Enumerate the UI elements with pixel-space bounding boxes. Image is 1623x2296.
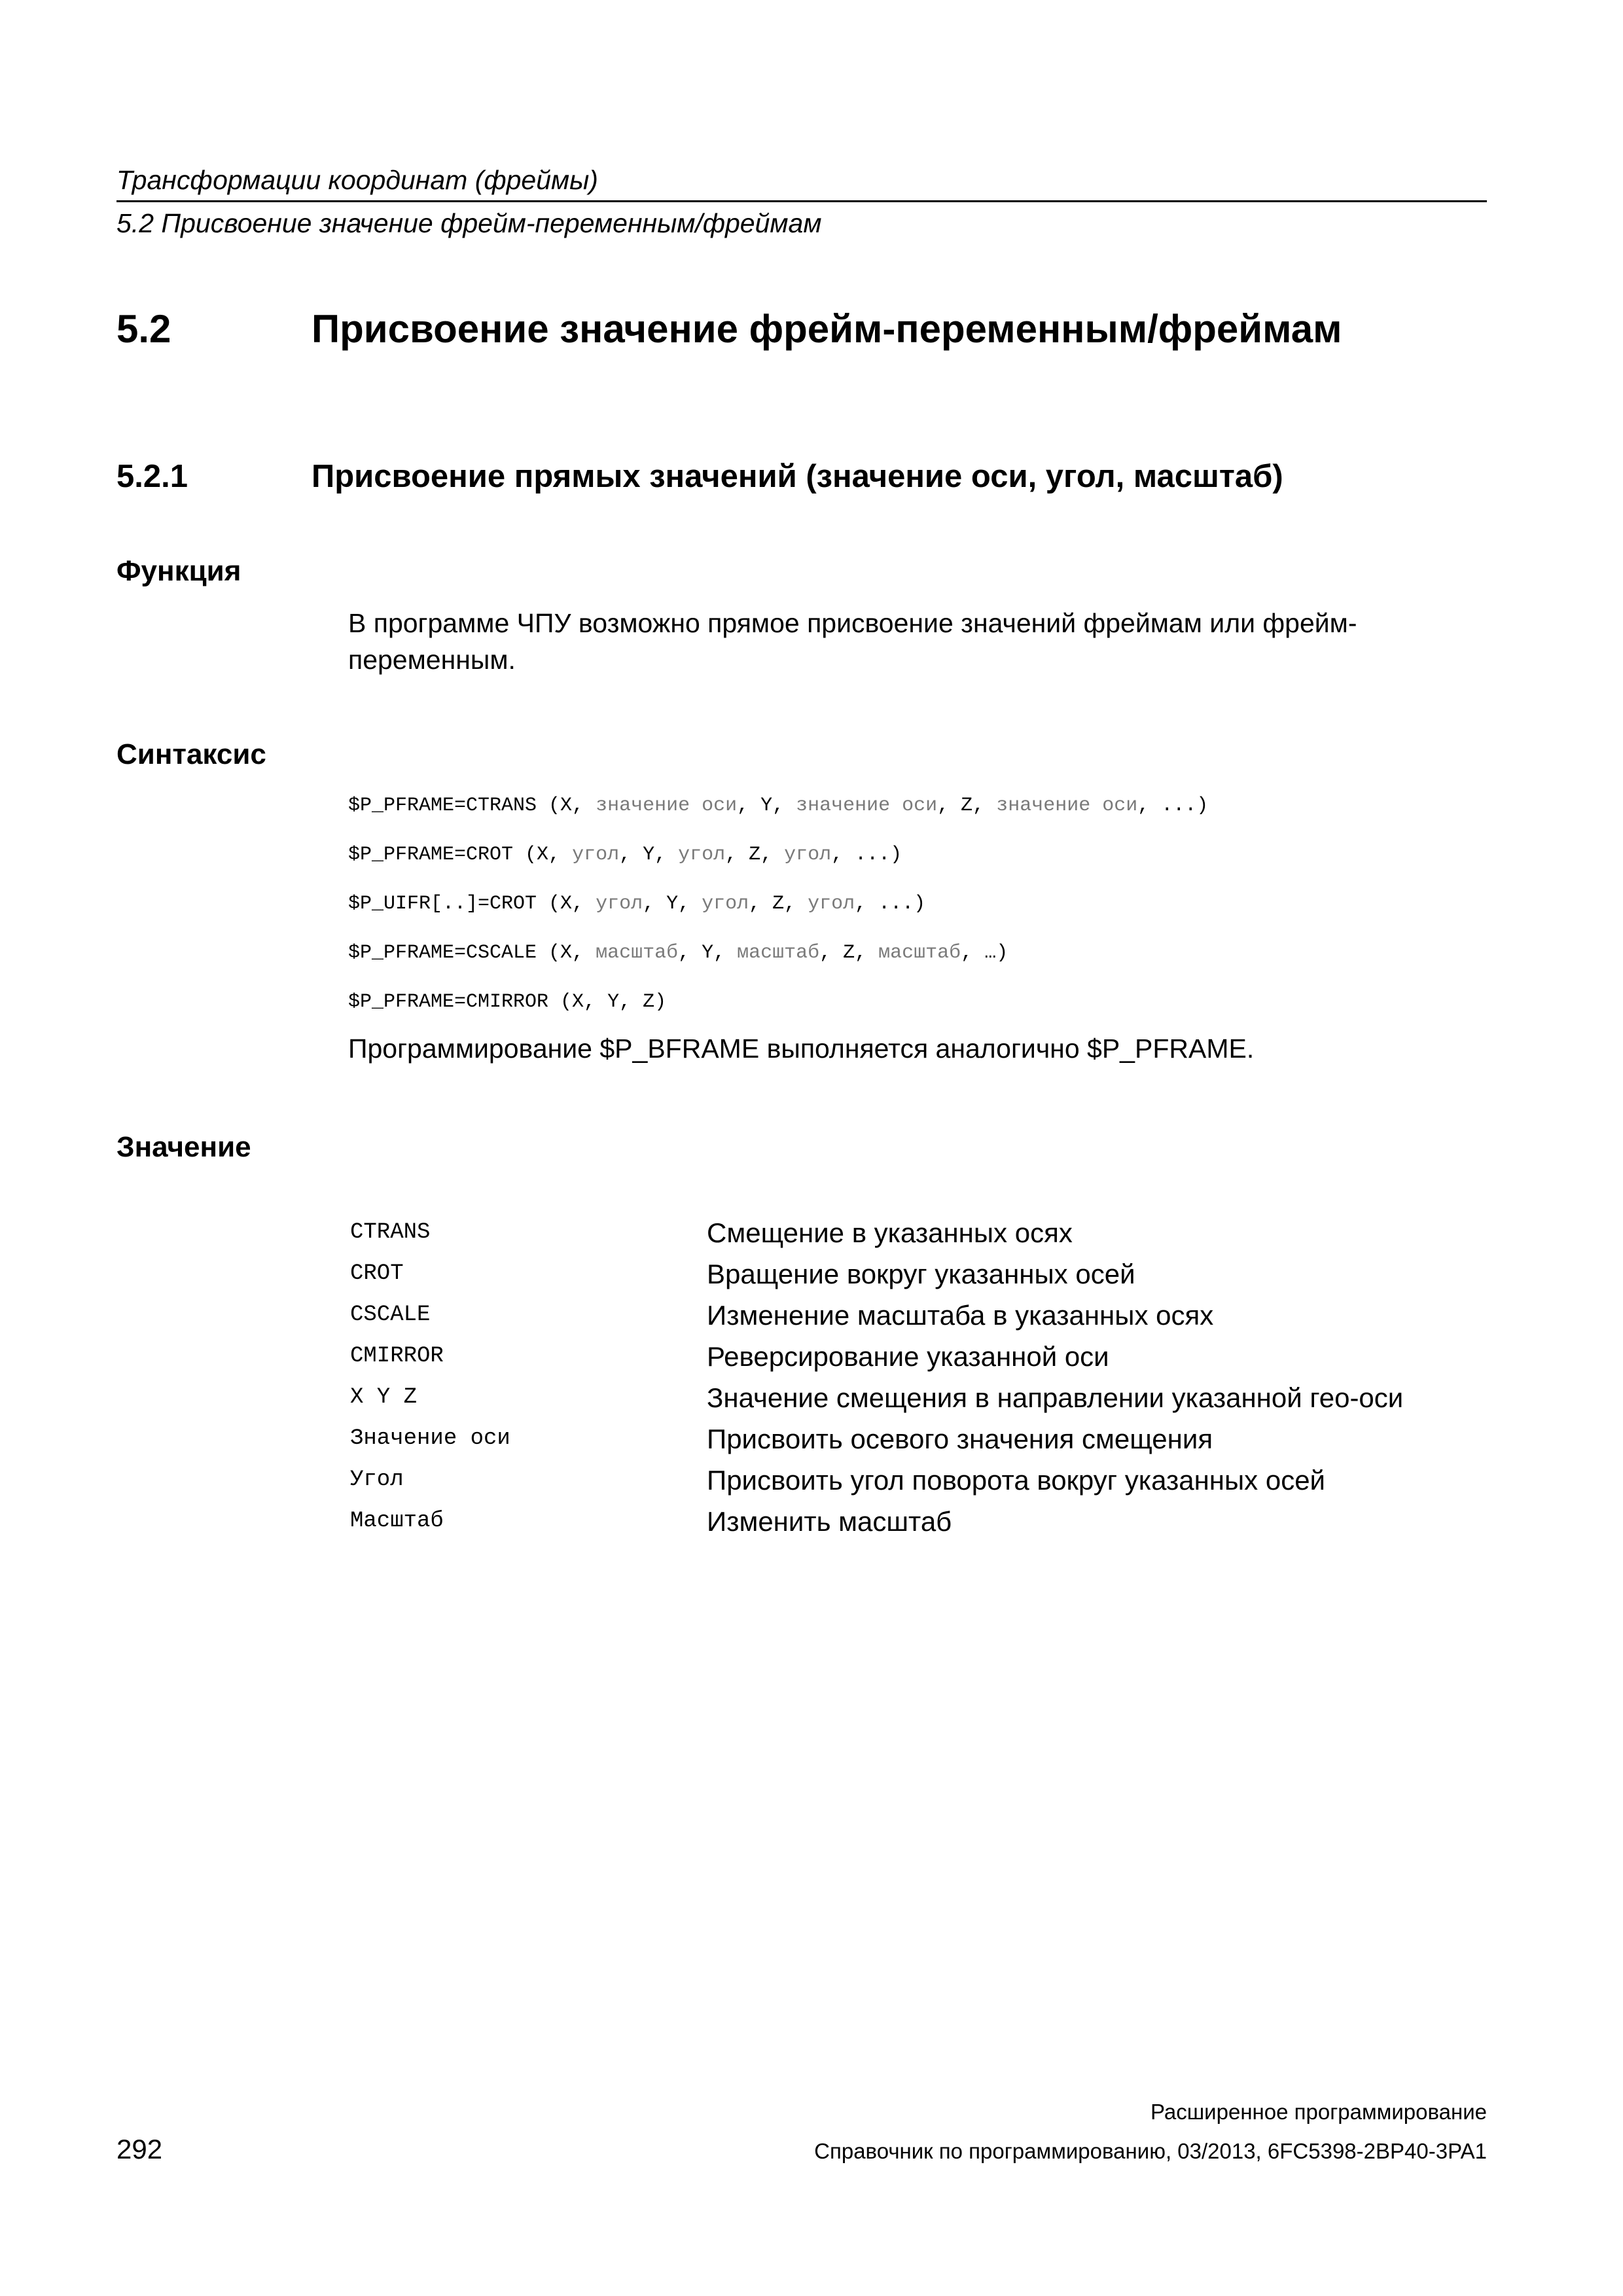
term-cscale: CSCALE (350, 1302, 431, 1327)
syntax-heading: Синтаксис (116, 738, 266, 770)
footer-book-title: Расширенное программирование (1150, 2100, 1487, 2124)
desc-angle: Присвоить угол поворота вокруг указанных осей (707, 1465, 1326, 1496)
syntax-line-uifr-crot: $P_UIFR[..]=CROT (X, угол, Y, угол, Z, угол, ...) (348, 893, 926, 915)
header-rule (116, 200, 1487, 202)
term-crot: CROT (350, 1261, 404, 1286)
desc-cmirror: Реверсирование указанной оси (707, 1341, 1109, 1372)
term-cmirror: CMIRROR (350, 1344, 444, 1369)
heading2-number: 5.2.1 (116, 459, 188, 494)
footer-page-number: 292 (116, 2134, 163, 2164)
term-axis-value: Значение оси (350, 1426, 510, 1451)
desc-xyz: Значение смещения в направлении указанной гео-оси (707, 1382, 1404, 1413)
syntax-line-cscale: $P_PFRAME=CSCALE (X, масштаб, Y, масштаб, Z, масштаб, …) (348, 942, 1008, 964)
syntax-line-cmirror: $P_PFRAME=CMIRROR (X, Y, Z) (348, 991, 667, 1013)
term-scale: Масштаб (350, 1509, 444, 1534)
footer-book-info: Справочник по программированию, 03/2013, 6FC5398-2BP40-3PA1 (814, 2139, 1487, 2163)
term-angle: Угол (350, 1467, 404, 1492)
desc-axis-value: Присвоить осевого значения смещения (707, 1424, 1213, 1454)
function-text-line2: переменным. (348, 645, 516, 675)
running-header-section: 5.2 Присвоение значение фрейм-переменным/фреймам (116, 208, 822, 238)
term-ctrans: CTRANS (350, 1220, 431, 1245)
running-header-chapter: Трансформации координат (фреймы) (116, 165, 598, 195)
syntax-line-crot: $P_PFRAME=CROT (X, угол, Y, угол, Z, угол, ...) (348, 844, 902, 866)
function-heading: Функция (116, 555, 241, 587)
syntax-note: Программирование $P_BFRAME выполняется аналогично $P_PFRAME. (348, 1033, 1255, 1064)
term-xyz: X Y Z (350, 1385, 418, 1410)
heading1-number: 5.2 (116, 307, 171, 351)
desc-ctrans: Смещение в указанных осях (707, 1217, 1073, 1248)
syntax-line-ctrans: $P_PFRAME=CTRANS (X, значение оси, Y, значение оси, Z, значение оси, ...) (348, 795, 1209, 817)
meaning-heading: Значение (116, 1131, 251, 1163)
desc-cscale: Изменение масштаба в указанных осях (707, 1300, 1214, 1331)
function-text-line1: В программе ЧПУ возможно прямое присвоение значений фреймам или фрейм- (348, 608, 1357, 638)
desc-crot: Вращение вокруг указанных осей (707, 1259, 1135, 1289)
heading2-title: Присвоение прямых значений (значение оси, угол, масштаб) (312, 459, 1283, 494)
desc-scale: Изменить масштаб (707, 1506, 952, 1537)
heading1-title: Присвоение значение фрейм-переменным/фреймам (312, 307, 1342, 351)
